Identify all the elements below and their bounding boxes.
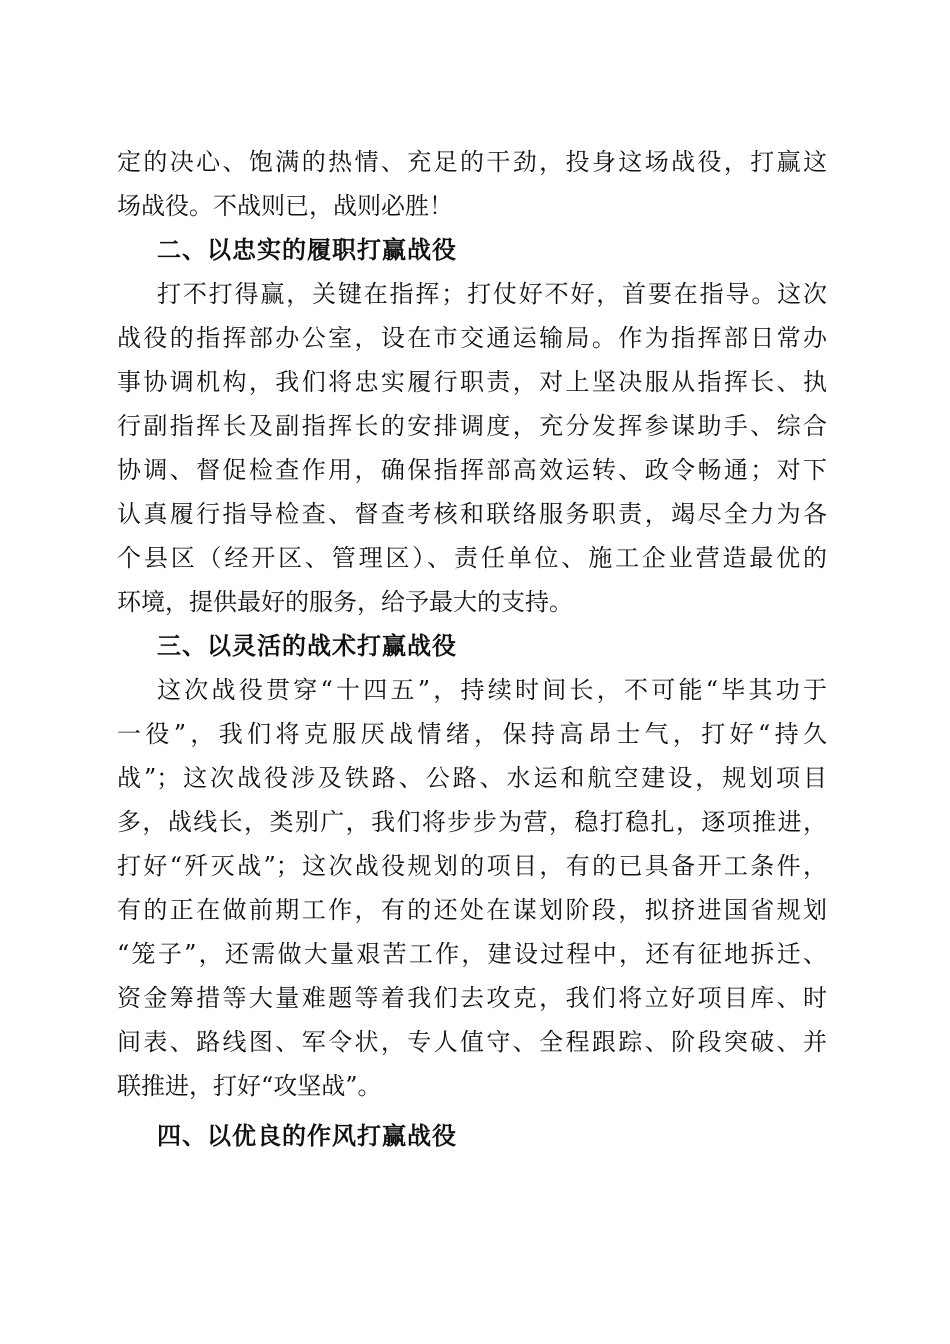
paragraph-line: 资金筹措等大量难题等着我们去攻克，我们将立好项目库、时 xyxy=(117,984,827,1012)
section-heading-3: 三、以灵活的战术打赢战役 xyxy=(157,632,457,660)
paragraph-line: 打不打得赢，关键在指挥；打仗好不好，首要在指导。这次 xyxy=(157,280,827,308)
paragraph-line: 协调、督促检查作用，确保指挥部高效运转、政令畅通；对下 xyxy=(117,456,827,484)
paragraph-line: “笼子”，还需做大量艰苦工作，建设过程中，还有征地拆迁、 xyxy=(117,940,827,968)
paragraph-line: 联推进，打好“攻坚战”。 xyxy=(117,1072,382,1100)
paragraph-line: 行副指挥长及副指挥长的安排调度，充分发挥参谋助手、综合 xyxy=(117,412,827,440)
paragraph-line: 环境，提供最好的服务，给予最大的支持。 xyxy=(117,588,573,616)
paragraph-line: 事协调机构，我们将忠实履行职责，对上坚决服从指挥长、执 xyxy=(117,368,827,396)
document-body xyxy=(117,140,827,1158)
paragraph-line: 场战役。不战则已，战则必胜！ xyxy=(117,192,453,220)
paragraph-line: 打好“歼灭战”；这次战役规划的项目，有的已具备开工条件， xyxy=(117,852,827,880)
paragraph-line: 定的决心、饱满的热情、充足的干劲，投身这场战役，打赢这 xyxy=(117,148,827,176)
section-heading-2: 二、以忠实的履职打赢战役 xyxy=(157,236,457,264)
paragraph-line: 一役”，我们将克服厌战情绪，保持高昂士气，打好“持久 xyxy=(117,720,827,748)
paragraph-line: 有的正在做前期工作，有的还处在谋划阶段，拟挤进国省规划 xyxy=(117,896,827,924)
paragraph-line: 认真履行指导检查、督查考核和联络服务职责，竭尽全力为各 xyxy=(117,500,827,528)
paragraph-line: 间表、路线图、军令状，专人值守、全程跟踪、阶段突破、并 xyxy=(117,1028,827,1056)
paragraph-line: 这次战役贯穿“十四五”，持续时间长，不可能“毕其功于 xyxy=(157,676,827,704)
paragraph-line: 个县区（经开区、管理区）、责任单位、施工企业营造最优的 xyxy=(117,544,827,572)
section-heading-4: 四、以优良的作风打赢战役 xyxy=(157,1122,457,1150)
paragraph-line: 战”；这次战役涉及铁路、公路、水运和航空建设，规划项目 xyxy=(117,764,827,792)
paragraph-line: 战役的指挥部办公室，设在市交通运输局。作为指挥部日常办 xyxy=(117,324,827,352)
paragraph-line: 多，战线长，类别广，我们将步步为营，稳打稳扎，逐项推进， xyxy=(117,808,827,836)
